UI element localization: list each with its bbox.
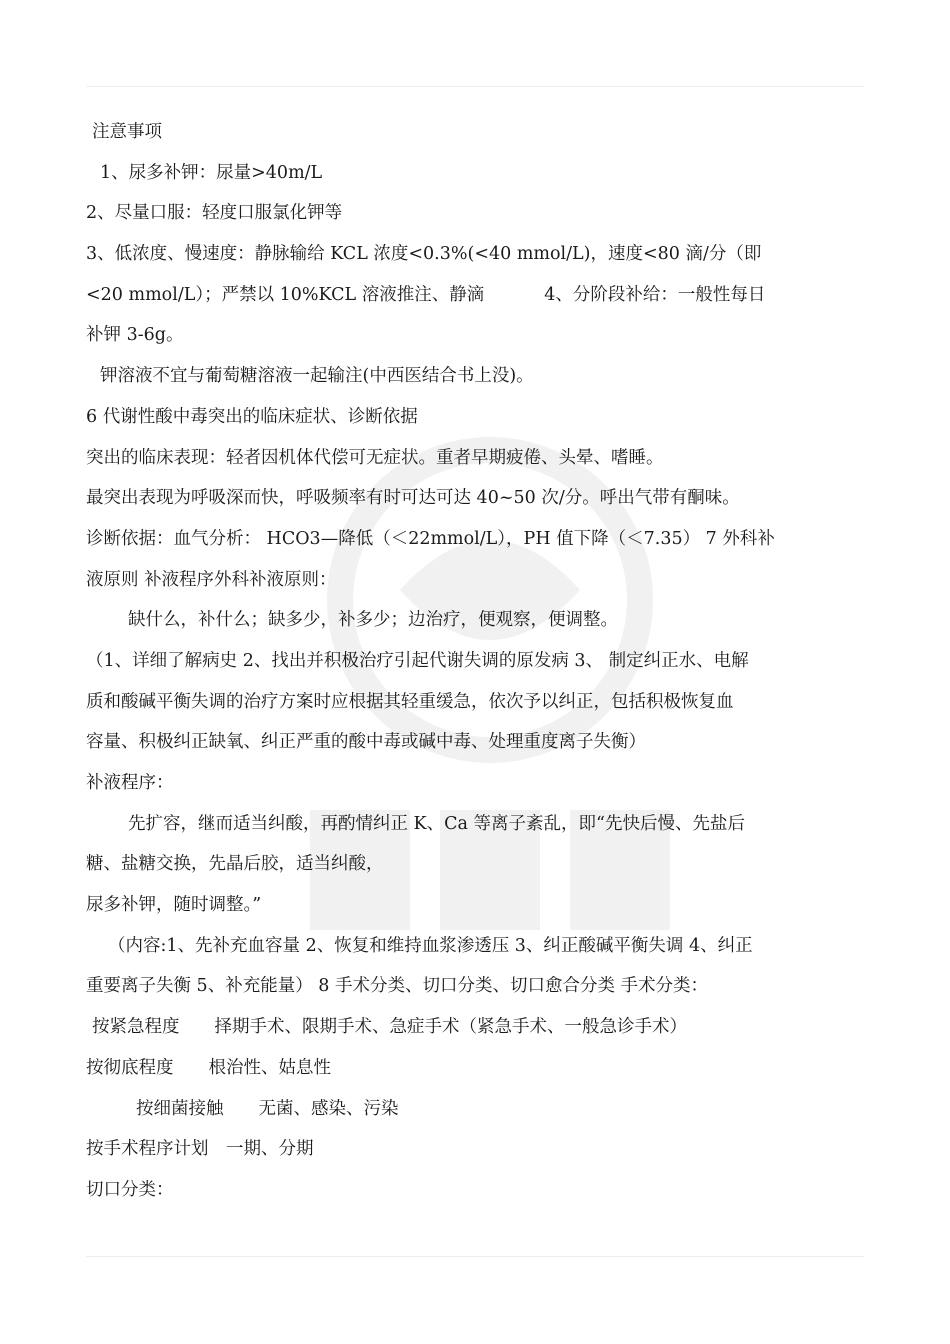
text-line: 补液程序： [86, 773, 174, 793]
text-line: （1、详细了解病史 2、找出并积极治疗引起代谢失调的原发病 3、 制定纠正水、电解 [86, 650, 749, 671]
document-body [86, 112, 866, 1211]
text-line: 诊断依据：血气分析： HCO3—降低（＜22mmol/L），PH 值下降（＜7.35） 7 外科补 [86, 528, 775, 549]
text-line: 先扩容，继而适当纠酸，再酌情纠正 K、Ca 等离子紊乱，即“先快后慢、先盐后 [128, 813, 745, 834]
text-segment: <20 mmol/L）；严禁以 10%KCL 溶液推注、静滴 [86, 284, 485, 305]
text-line: 质和酸碱平衡失调的治疗方案时应根据其轻重缓急，依次予以纠正，包括积极恢复血 [86, 691, 734, 712]
text-line: （内容:1、先补充血容量 2、恢复和维持血浆渗透压 3、纠正酸碱平衡失调 4、纠正 [108, 935, 753, 956]
text-line: 钾溶液不宜与葡萄糖溶液一起输注(中西医结合书上没)。 [100, 366, 534, 387]
footer-rule [86, 1256, 864, 1257]
text-line: 糖、盐糖交换，先晶后胶，适当纠酸， [86, 854, 384, 875]
text-line: 补钾 3-6g。 [86, 325, 184, 346]
section-heading: 6 代谢性酸中毒突出的临床症状、诊断依据 [86, 406, 418, 427]
text-line: 注意事项 [92, 122, 162, 142]
text-line: 按紧急程度 择期手术、限期手术、急症手术（紧急手术、一般急诊手术） [92, 1017, 687, 1038]
text-line: 重要离子失衡 5、补充能量） 8 手术分类、切口分类、切口愈合分类 手术分类： [86, 976, 709, 997]
text-line: 3、低浓度、慢速度：静脉输给 KCL 浓度<0.3%(<40 mmol/L)，速度<80 滴/分（即 [86, 244, 762, 265]
text-line: 切口分类： [86, 1179, 174, 1200]
text-line: 按彻底程度 根治性、姑息性 [86, 1057, 331, 1078]
text-line [86, 275, 866, 316]
text-line: 缺什么，补什么；缺多少，补多少；边治疗，便观察，便调整。 [128, 610, 618, 631]
text-line: 按细菌接触 无菌、感染、污染 [136, 1098, 399, 1119]
text-segment: 4、分阶段补给：一般性每日 [544, 284, 766, 305]
text-line: 1、尿多补钾：尿量>40m/L [100, 162, 323, 183]
text-line: 尿多补钾，随时调整。” [86, 895, 262, 916]
text-line: 液原则 补液程序外科补液原则： [86, 569, 337, 590]
text-line: 2、尽量口服：轻度口服氯化钾等 [86, 203, 343, 224]
text-line: 容量、积极纠正缺氧、纠正严重的酸中毒或碱中毒、处理重度离子失衡） [86, 732, 646, 753]
header-rule [86, 86, 864, 87]
text-line: 按手术程序计划 一期、分期 [86, 1139, 314, 1160]
text-line: 突出的临床表现：轻者因机体代偿可无症状。重者早期疲倦、头晕、嗜睡。 [86, 447, 664, 468]
text-line: 最突出表现为呼吸深而快，呼吸频率有时可达可达 40~50 次/分。呼出气带有酮味。 [86, 488, 740, 509]
